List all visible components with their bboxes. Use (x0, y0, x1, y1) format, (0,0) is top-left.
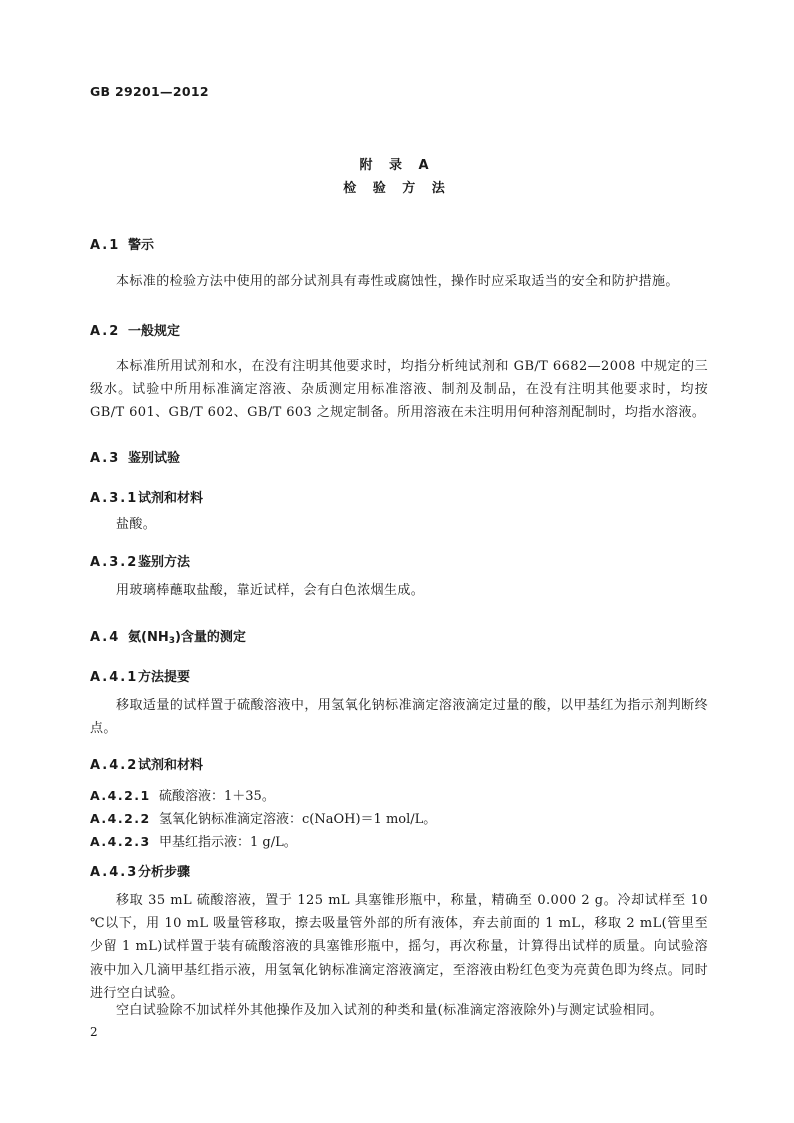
paragraph-general-rules: 本标准所用试剂和水，在没有注明其他要求时，均指分析纯试剂和 GB/T 6682—2008 中规定的三级水。试验中所用标准滴定溶液、杂质测定用标准溶液、制剂及制品，在没有注明其他要求时，均按 GB/T 601、GB/T 602、GB/T 603 之规定制备。所用溶液在未注明用何种溶剂配制时，均指水溶液。 (90, 359, 708, 421)
section-title: 鉴别试验 (128, 451, 181, 466)
section-title: 一般规定 (128, 324, 181, 339)
page-number: 2 (90, 1025, 98, 1039)
section-number: A.2 (90, 324, 121, 339)
paragraph-warning: 本标准的检验方法中使用的部分试剂具有毒性或腐蚀性，操作时应采取适当的安全和防护措施。 (116, 274, 679, 289)
section-title-pre: 氨(NH (128, 630, 169, 645)
section-title-subscript: 3 (168, 636, 175, 646)
item-text: 甲基红指示液：1 g/L。 (159, 835, 297, 850)
section-number: A.3.2 (90, 555, 139, 570)
item-number: A.4.2.3 (90, 834, 151, 849)
section-heading-a3-2 (90, 551, 190, 570)
paragraph-identification-method: 用玻璃棒蘸取盐酸，靠近试样，会有白色浓烟生成。 (116, 583, 425, 598)
section-number: A.4.2 (90, 758, 139, 773)
section-number: A.3.1 (90, 491, 139, 506)
annex-title: 检 验 方 法 (343, 181, 451, 196)
paragraph-method-summary: 移取适量的试样置于硫酸溶液中，用氢氧化钠标准滴定溶液滴定过量的酸，以甲基红为指示剂判断终点。 (90, 698, 708, 737)
paragraph-procedure: 移取 35 mL 硫酸溶液，置于 125 mL 具塞锥形瓶中，称量，精确至 0.000 2 g。冷却试样至 10 ℃以下，用 10 mL 吸量管移取，擦去吸量管外部的所有液体，弃去前面的 1 mL，移取 2 mL(管里至少留 1 mL)试样置于装有硫酸溶液的具塞锥形瓶中，摇匀，再次称量，计算得出试样的质量。向试验溶液中加入几滴甲基红指示液，用氢氧化钠标准滴定溶液滴定，至溶液由粉红色变为亮黄色即为终点。同时进行空白试验。 (90, 893, 708, 1001)
section-heading-a3-1 (90, 487, 203, 506)
section-title-post: )含量的测定 (174, 630, 246, 645)
section-title: 试剂和材料 (138, 758, 204, 773)
list-item (90, 785, 275, 804)
section-heading-a3 (90, 447, 180, 466)
section-number: A.4.1 (90, 670, 139, 685)
section-title: 分析步骤 (138, 865, 191, 880)
section-title: 鉴别方法 (138, 555, 191, 570)
list-item (90, 808, 436, 827)
item-text: 硫酸溶液：1＋35。 (159, 789, 275, 804)
paragraph-blank-test: 空白试验除不加试样外其他操作及加入试剂的种类和量(标准滴定溶液除外)与测定试验相同。 (116, 1003, 663, 1018)
item-number: A.4.2.2 (90, 811, 151, 826)
section-title: 警示 (128, 238, 155, 253)
list-item (90, 831, 297, 850)
standard-code: GB 29201—2012 (90, 84, 209, 99)
section-title: 试剂和材料 (138, 491, 204, 506)
section-number: A.4 (90, 630, 121, 645)
paragraph-reagent: 盐酸。 (116, 517, 157, 532)
annex-label: 附 录 A (359, 158, 435, 173)
section-heading-a4 (90, 626, 246, 646)
section-heading-a1 (90, 234, 154, 253)
section-number: A.1 (90, 238, 121, 253)
section-number: A.4.3 (90, 865, 139, 880)
section-heading-a4-2 (90, 754, 203, 773)
section-heading-a4-3 (90, 861, 190, 880)
section-heading-a4-1 (90, 666, 190, 685)
section-number: A.3 (90, 451, 121, 466)
section-heading-a2 (90, 320, 180, 339)
section-title: 方法提要 (138, 670, 191, 685)
item-text: 氢氧化钠标准滴定溶液：c(NaOH)＝1 mol/L。 (159, 812, 437, 827)
item-number: A.4.2.1 (90, 788, 151, 803)
